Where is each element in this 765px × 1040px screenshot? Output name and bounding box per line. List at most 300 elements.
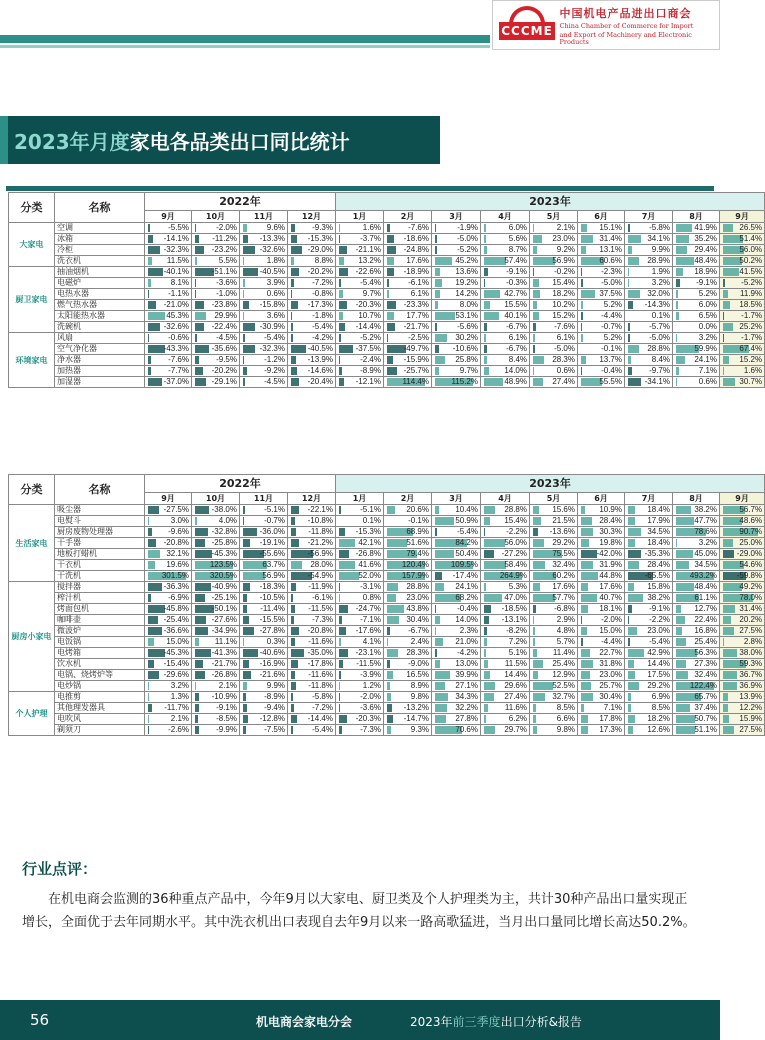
value-cell — [288, 267, 336, 278]
value-cell — [720, 245, 765, 256]
value-cell — [192, 593, 240, 604]
data-bar — [243, 704, 247, 712]
stats-table-1 — [8, 192, 765, 388]
data-bar — [533, 517, 541, 525]
value-cell — [145, 571, 192, 582]
data-bar — [387, 726, 391, 734]
value-cell — [336, 626, 384, 637]
value-text: -0.1% — [601, 344, 622, 353]
value-text: 18.2% — [552, 289, 575, 298]
value-text: 13.2% — [358, 256, 381, 265]
value-cell — [432, 725, 481, 736]
value-text: 0.8% — [362, 593, 381, 602]
value-text: -6.7% — [506, 344, 527, 353]
value-cell — [192, 289, 240, 300]
value-cell — [432, 344, 481, 355]
value-text: 17.6% — [599, 582, 622, 591]
value-cell — [336, 692, 384, 703]
data-bar — [195, 671, 205, 679]
value-text: 6.1% — [556, 333, 575, 342]
data-bar — [148, 539, 156, 547]
section-title: 2023年月度家电各品类出口同比统计 — [14, 130, 350, 154]
value-cell — [481, 714, 530, 725]
value-text: 28.8% — [406, 582, 429, 591]
value-cell — [720, 681, 765, 692]
value-cell — [673, 637, 720, 648]
product-name: 电烤箱 — [55, 648, 145, 659]
value-cell — [720, 377, 765, 388]
data-bar — [676, 246, 687, 254]
value-cell — [720, 582, 765, 593]
value-cell — [720, 355, 765, 366]
value-cell — [720, 670, 765, 681]
data-bar — [628, 290, 640, 298]
data-bar — [581, 561, 593, 569]
value-text: 47.7% — [694, 516, 717, 525]
data-bar — [387, 594, 396, 602]
value-cell — [288, 245, 336, 256]
value-text: -2.4% — [360, 355, 381, 364]
data-bar — [195, 345, 209, 353]
data-bar — [484, 583, 486, 591]
month-header: 9月 — [145, 493, 192, 505]
value-cell — [384, 505, 432, 516]
value-cell — [673, 670, 720, 681]
table-row — [9, 256, 765, 267]
data-bar — [387, 290, 389, 298]
value-cell — [530, 714, 578, 725]
value-cell — [530, 659, 578, 670]
data-bar — [148, 726, 149, 734]
value-text: 18.9% — [694, 267, 717, 276]
data-bar — [676, 290, 678, 298]
value-text: 14.0% — [455, 615, 478, 624]
value-cell — [288, 714, 336, 725]
value-cell — [336, 366, 384, 377]
value-text: 9.7% — [362, 289, 381, 298]
value-cell — [578, 333, 625, 344]
value-cell — [432, 670, 481, 681]
value-text: 56.9% — [552, 256, 575, 265]
value-text: 60.6% — [599, 256, 622, 265]
value-cell — [578, 659, 625, 670]
product-name: 燃气热水器 — [55, 300, 145, 311]
value-text: -9.1% — [696, 278, 717, 287]
value-text: -56.9% — [307, 549, 333, 558]
value-cell — [432, 692, 481, 703]
value-text: 61.1% — [694, 593, 717, 602]
value-cell — [578, 322, 625, 333]
table-row — [9, 377, 765, 388]
value-cell — [384, 267, 432, 278]
month-header: 10月 — [192, 493, 240, 505]
value-text: -7.6% — [168, 355, 189, 364]
value-text: -2.0% — [360, 692, 381, 701]
data-bar — [291, 528, 296, 536]
value-text: -14.6% — [307, 366, 333, 375]
value-text: 22.7% — [599, 648, 622, 657]
data-bar — [387, 682, 390, 690]
review-title: 行业点评： — [22, 860, 98, 878]
value-text: 122.4% — [689, 681, 717, 690]
value-cell — [336, 223, 384, 234]
value-text: -11.5% — [356, 659, 381, 668]
review-text: 在机电商会监测的36种重点产品中，今年9月以大家电、厨卫类及个人护理类为主，共计30种产品出口量实现正增长，全面优于去年同期水平。其中洗衣机出口表现自去年9月以来一路高歌猛进，当月出口量同比增长高达50.2%。 — [22, 892, 696, 930]
value-cell — [720, 703, 765, 714]
value-cell — [530, 516, 578, 527]
month-header: 5月 — [530, 493, 578, 505]
data-bar — [628, 594, 643, 602]
value-cell — [481, 366, 530, 377]
value-text: -26.8% — [355, 549, 381, 558]
value-text: 30.3% — [599, 527, 622, 536]
value-text: -9.1% — [506, 267, 527, 276]
value-text: -7.3% — [360, 725, 381, 734]
value-text: -27.6% — [211, 615, 237, 624]
value-text: 32.4% — [694, 670, 717, 679]
data-bar — [484, 356, 487, 364]
value-cell — [432, 322, 481, 333]
product-name: 电炒锅 — [55, 681, 145, 692]
value-cell — [432, 615, 481, 626]
value-text: 493.2% — [689, 571, 717, 580]
value-cell — [288, 256, 336, 267]
value-text: -1.7% — [741, 311, 763, 320]
table-row — [9, 549, 765, 560]
data-bar — [533, 235, 542, 243]
value-cell — [530, 234, 578, 245]
value-cell — [288, 505, 336, 516]
data-bar — [533, 246, 537, 254]
value-cell — [240, 333, 288, 344]
value-text: 45.0% — [694, 549, 717, 558]
value-cell — [336, 256, 384, 267]
value-text: -5.2% — [741, 278, 763, 287]
data-bar — [533, 627, 535, 635]
value-cell — [625, 333, 673, 344]
value-text: 8.7% — [508, 245, 527, 254]
data-bar — [723, 671, 737, 679]
data-bar — [484, 290, 500, 298]
value-text: 20.2% — [739, 615, 763, 624]
value-text: -27.5% — [163, 505, 189, 514]
value-cell — [432, 333, 481, 344]
value-text: 78.0% — [739, 593, 763, 602]
value-cell — [240, 659, 288, 670]
value-text: -17.8% — [307, 659, 333, 668]
value-cell — [240, 278, 288, 289]
data-bar — [387, 539, 407, 547]
table-row — [9, 311, 765, 322]
value-text: 42.9% — [647, 648, 670, 657]
value-text: 2.1% — [170, 714, 189, 723]
value-cell — [384, 256, 432, 267]
value-cell — [625, 366, 673, 377]
value-text: 50.9% — [455, 516, 478, 525]
table-row — [9, 593, 765, 604]
data-bar — [723, 704, 728, 712]
value-text: 67.4% — [739, 344, 763, 353]
value-text: 4.1% — [362, 637, 381, 646]
table-row — [9, 681, 765, 692]
value-text: 9.6% — [266, 223, 285, 232]
value-text: -20.8% — [163, 538, 189, 547]
data-bar — [195, 334, 197, 342]
value-cell — [530, 538, 578, 549]
value-cell — [288, 604, 336, 615]
value-text: -3.9% — [360, 670, 381, 679]
value-text: -10.9% — [211, 692, 237, 701]
data-bar — [484, 235, 486, 243]
value-cell — [578, 516, 625, 527]
data-bar — [387, 649, 398, 657]
data-bar — [339, 649, 348, 657]
value-text: 2.3% — [459, 626, 478, 635]
data-bar — [148, 367, 151, 375]
data-bar — [291, 334, 293, 342]
value-text: 42.7% — [504, 289, 527, 298]
value-cell — [673, 571, 720, 582]
header-name: 名称 — [55, 475, 145, 505]
data-bar — [435, 290, 440, 298]
value-text: -9.4% — [264, 703, 285, 712]
value-text: 21.5% — [552, 516, 575, 525]
data-bar — [387, 224, 390, 232]
value-text: 0.0% — [698, 322, 717, 331]
value-text: 11.4% — [552, 648, 575, 657]
data-bar — [581, 671, 590, 679]
data-bar — [243, 539, 250, 547]
value-cell — [481, 355, 530, 366]
value-cell — [384, 659, 432, 670]
value-cell — [192, 505, 240, 516]
data-bar — [581, 235, 593, 243]
data-bar — [533, 638, 535, 646]
value-text: 9.8% — [410, 692, 429, 701]
value-cell — [240, 725, 288, 736]
value-cell — [625, 571, 673, 582]
data-bar — [243, 726, 246, 734]
data-bar — [195, 301, 204, 309]
month-header: 6月 — [578, 493, 625, 505]
value-cell — [192, 604, 240, 615]
value-cell — [240, 703, 288, 714]
value-text: 19.6% — [166, 560, 189, 569]
data-bar — [628, 704, 631, 712]
value-text: 3.2% — [698, 538, 717, 547]
data-bar — [676, 715, 695, 723]
value-text: -3.6% — [216, 278, 237, 287]
value-cell — [673, 256, 720, 267]
value-cell — [336, 278, 384, 289]
data-bar — [581, 312, 583, 320]
value-cell — [578, 571, 625, 582]
data-bar — [533, 528, 538, 536]
value-text: -40.5% — [259, 267, 285, 276]
value-cell — [240, 538, 288, 549]
month-header: 2月 — [384, 211, 432, 223]
value-cell — [432, 245, 481, 256]
value-text: -5.1% — [360, 505, 381, 514]
table-row — [9, 626, 765, 637]
data-bar — [435, 660, 440, 668]
data-bar — [628, 550, 641, 558]
data-bar — [195, 649, 211, 657]
product-name: 电吹风 — [55, 714, 145, 725]
header-year-2022: 2022年 — [145, 475, 336, 493]
header-category: 分类 — [9, 475, 55, 505]
value-text: 3.6% — [266, 311, 285, 320]
data-bar — [435, 323, 437, 331]
data-bar — [148, 671, 159, 679]
data-bar — [195, 583, 211, 591]
data-bar — [484, 528, 485, 536]
value-cell — [432, 582, 481, 593]
value-text: -45.3% — [211, 549, 237, 558]
value-cell — [673, 582, 720, 593]
data-bar — [148, 616, 158, 624]
data-bar — [533, 506, 539, 514]
value-text: -5.2% — [360, 333, 381, 342]
data-bar — [387, 257, 394, 265]
value-cell — [625, 278, 673, 289]
section-title-bar — [0, 116, 440, 164]
data-bar — [723, 682, 737, 690]
value-cell — [384, 311, 432, 322]
value-cell — [384, 223, 432, 234]
data-bar — [676, 660, 686, 668]
value-text: -24.7% — [355, 604, 381, 613]
data-bar — [387, 334, 388, 342]
value-text: -9.0% — [408, 659, 429, 668]
value-text: 15.5% — [504, 300, 527, 309]
value-text: 75.5% — [552, 549, 575, 558]
data-bar — [628, 627, 637, 635]
product-name: 电锅、烧烤炉等 — [55, 670, 145, 681]
value-cell — [145, 322, 192, 333]
data-bar — [387, 715, 393, 723]
value-text: 15.6% — [552, 505, 575, 514]
value-text: 37.4% — [694, 703, 717, 712]
value-cell — [625, 344, 673, 355]
value-cell — [288, 516, 336, 527]
value-text: 6.2% — [508, 714, 527, 723]
value-cell — [384, 549, 432, 560]
value-text: 6.1% — [410, 289, 429, 298]
value-cell — [673, 560, 720, 571]
value-cell — [530, 703, 578, 714]
data-bar — [291, 583, 296, 591]
value-cell — [192, 366, 240, 377]
value-cell — [530, 300, 578, 311]
data-bar — [676, 367, 679, 375]
value-text: -18.3% — [259, 582, 285, 591]
value-text: -10.5% — [259, 593, 285, 602]
value-cell — [192, 311, 240, 322]
value-cell — [192, 223, 240, 234]
value-cell — [720, 648, 765, 659]
data-bar — [723, 715, 729, 723]
value-cell — [578, 267, 625, 278]
data-bar — [628, 616, 629, 624]
value-text: -15.4% — [163, 659, 189, 668]
value-text: 8.1% — [170, 278, 189, 287]
data-bar — [195, 367, 203, 375]
footer-org: 机电商会家电分会 — [256, 1015, 353, 1029]
value-text: 29.2% — [647, 681, 670, 690]
value-text: 32.2% — [455, 703, 478, 712]
value-text: 27.1% — [455, 681, 478, 690]
value-text: 6.0% — [698, 300, 717, 309]
value-text: 40.1% — [504, 311, 527, 320]
value-text: 16.8% — [694, 626, 717, 635]
data-bar — [195, 715, 198, 723]
product-name: 加湿器 — [55, 377, 145, 388]
data-bar — [291, 638, 295, 646]
table-row — [9, 289, 765, 300]
data-bar — [581, 550, 597, 558]
table-row — [9, 300, 765, 311]
data-bar — [533, 345, 535, 353]
value-text: 9.9% — [266, 681, 285, 690]
value-cell — [192, 582, 240, 593]
data-bar — [339, 367, 342, 375]
value-text: -29.1% — [211, 377, 237, 386]
value-cell — [673, 648, 720, 659]
value-text: 7.1% — [698, 366, 717, 375]
value-cell — [145, 549, 192, 560]
data-bar — [291, 682, 296, 690]
data-bar — [243, 367, 247, 375]
product-name: 洗衣机 — [55, 256, 145, 267]
data-bar — [435, 671, 450, 679]
table-row — [9, 538, 765, 549]
data-bar — [484, 682, 495, 690]
data-bar — [339, 572, 359, 580]
value-cell — [625, 637, 673, 648]
data-bar — [291, 301, 298, 309]
month-header: 5月 — [530, 211, 578, 223]
data-bar — [628, 506, 635, 514]
data-bar — [339, 704, 340, 712]
data-bar — [435, 334, 447, 342]
value-text: 58.4% — [504, 560, 527, 569]
value-cell — [481, 670, 530, 681]
data-bar — [435, 616, 440, 624]
value-text: 6.6% — [556, 714, 575, 723]
table-top-rule — [6, 186, 714, 191]
data-bar — [243, 268, 258, 276]
value-text: -15.5% — [259, 615, 285, 624]
month-header: 3月 — [432, 493, 481, 505]
value-text: 15.2% — [739, 355, 763, 364]
value-cell — [530, 582, 578, 593]
value-text: 59.3% — [739, 659, 763, 668]
value-text: 56.9% — [262, 571, 285, 580]
data-bar — [387, 627, 390, 635]
value-cell — [673, 366, 720, 377]
value-text: 9.3% — [410, 725, 429, 734]
value-cell — [625, 355, 673, 366]
data-bar — [676, 605, 681, 613]
value-cell — [240, 267, 288, 278]
value-cell — [432, 648, 481, 659]
value-cell — [288, 571, 336, 582]
value-cell — [336, 300, 384, 311]
data-bar — [148, 506, 159, 514]
value-cell — [578, 311, 625, 322]
value-cell — [432, 637, 481, 648]
